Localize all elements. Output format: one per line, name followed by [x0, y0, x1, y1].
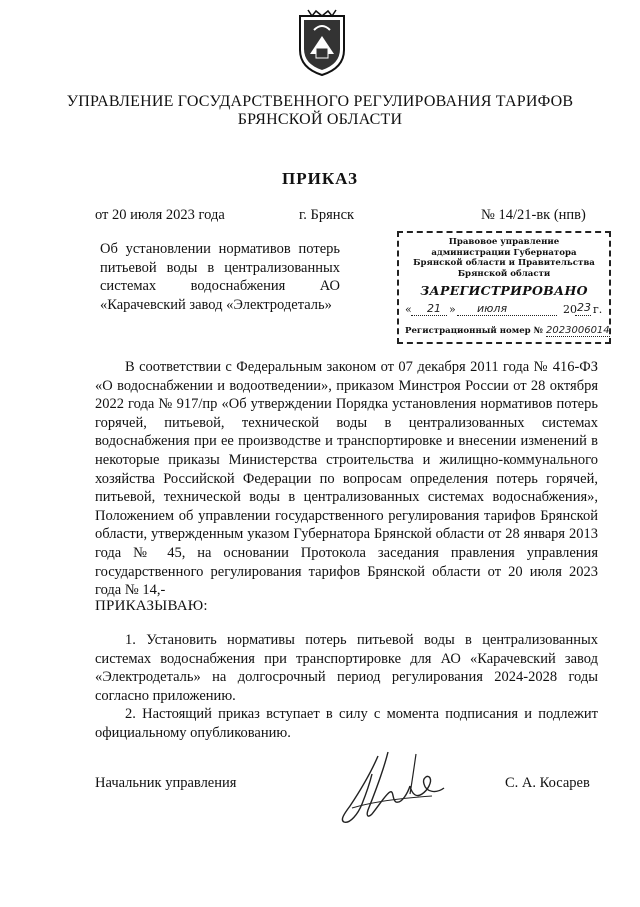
registration-stamp	[397, 231, 611, 344]
handwritten-signature	[332, 748, 450, 828]
stamp-year-end: г.	[593, 303, 603, 316]
stamp-department	[399, 237, 609, 279]
document-city: г. Брянск	[299, 207, 355, 223]
subject-line: питьевой воды в централизованных	[100, 259, 340, 276]
order-item-2: 2. Настоящий приказ вступает в силу с момента подписания и подлежит официальному опубликованию.	[95, 706, 598, 741]
stamp-year-suffix: 23	[577, 301, 591, 314]
signatory-position: Начальник управления	[95, 775, 237, 791]
stamp-date-line: « 21 » июля 20 23 г.	[405, 301, 603, 316]
stamp-dept-line: администрации Губернатора	[431, 247, 577, 258]
signatory-name: С. А. Косарев	[505, 775, 590, 791]
stamp-dept-line: Брянской области	[457, 268, 551, 279]
order-keyword: ПРИКАЗЫВАЮ:	[95, 598, 208, 614]
subject-line: системах водоснабжения АО	[100, 278, 340, 294]
subject-line: «Карачевский завод «Электродеталь»	[100, 296, 332, 313]
stamp-year-prefix: 20	[563, 303, 577, 316]
stamp-registered-label: ЗАРЕГИСТРИРОВАНО	[420, 283, 588, 298]
stamp-dept-line: Правовое управление	[448, 237, 560, 247]
organization-name-line2: БРЯНСКОЙ ОБЛАСТИ	[237, 111, 403, 128]
coat-of-arms-emblem	[294, 8, 350, 78]
organization-name-line1: УПРАВЛЕНИЕ ГОСУДАРСТВЕННОГО РЕГУЛИРОВАНИЯ ТАРИФОВ	[66, 93, 574, 110]
document-date: от 20 июля 2023 года	[95, 207, 225, 223]
stamp-dept-line: Брянской области и Правительства	[413, 258, 595, 268]
document-type-title: ПРИКАЗ	[282, 169, 358, 188]
preamble-paragraph: В соответствии с Федеральным законом от 07 декабря 2011 года № 416-ФЗ «О водоснабжении и водоотведении», приказом Минстроя России от 28 октября 2022 года № 917/пр «Об утверждении Порядка установления нормативов потерь горячей, питьевой, технической воды в централизованных системах водоснабжения при ее производстве и транспортировке и внесении изменений в некоторые приказы Министерства строительства и жилищно-коммунального хозяйства Российской Федерации по вопросам определения потерь горячей, питьевой, технической воды в централизованных системах водоснабжения», Положением об управлении государственного регулирования тарифов Брянской области, утвержденным указом Губернатора Брянской области от 28 января 2013 года № 45, на основании Протокола заседания правления управления государственного регулирования тарифов Брянской области от 20 июля 2023 года № 14,-	[95, 359, 598, 599]
order-item-1: 1. Установить нормативы потерь питьевой воды в централизованных системах водоснабжения при транспортировке для АО «Карачевский завод «Электродеталь» на долгосрочный период регулирования 2024-2028 годы согласно приложению.	[95, 632, 598, 704]
document-number: № 14/21-вк (нпв)	[481, 207, 586, 223]
stamp-month: июля	[477, 302, 508, 315]
stamp-reg-number: 2023006014	[546, 325, 610, 336]
stamp-day: 21	[427, 302, 441, 315]
subject-line: Об установлении нормативов потерь	[100, 241, 340, 257]
stamp-registration-number	[405, 325, 609, 341]
stamp-reg-label: Регистрационный номер №	[405, 326, 544, 336]
order-subject	[100, 240, 340, 314]
